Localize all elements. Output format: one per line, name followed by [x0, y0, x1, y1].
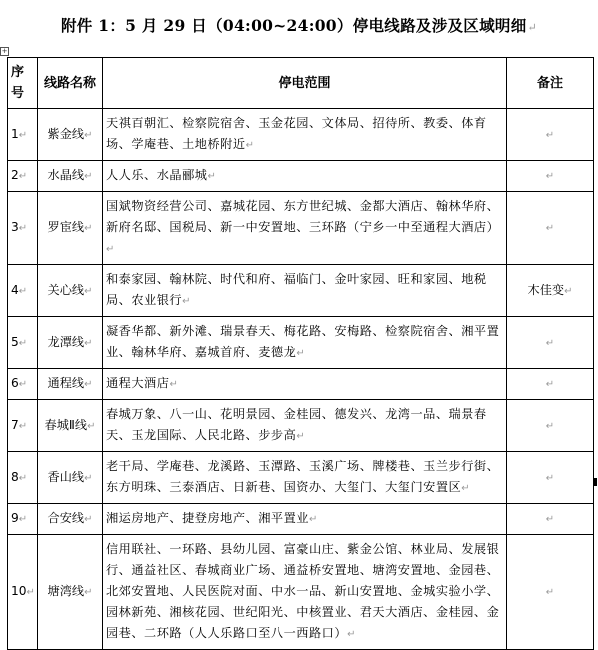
- row-number-text: 9: [11, 511, 19, 525]
- outage-range: [103, 161, 507, 192]
- row-number-text: 5: [11, 334, 19, 349]
- paragraph-mark: ↵: [296, 431, 306, 442]
- note: [507, 452, 594, 504]
- outage-range: [103, 192, 507, 265]
- line-name-text: 龙潭线: [47, 334, 85, 349]
- row-number-text: 8: [11, 469, 19, 484]
- table-move-handle-icon[interactable]: +: [1, 47, 8, 55]
- note: [507, 265, 594, 317]
- row-number-text: 6: [11, 376, 19, 390]
- paragraph-mark: ↵: [207, 171, 217, 182]
- note: [507, 504, 594, 535]
- line-name: [38, 192, 103, 265]
- outage-range: [103, 369, 507, 400]
- paragraph-mark: ↵: [87, 420, 96, 432]
- line-name-text: 通程线: [47, 376, 85, 390]
- row-number: [8, 192, 38, 265]
- paragraph-mark: ↵: [18, 171, 28, 182]
- row-number: [8, 535, 38, 650]
- paragraph-mark: ↵: [545, 472, 555, 484]
- outage-range-text: 和泰家园、翰林院、时代和府、福临门、金叶家园、旺和家园、地税局、农业银行: [106, 272, 487, 307]
- paragraph-mark: ↵: [309, 514, 318, 525]
- paragraph-mark: ↵: [169, 379, 179, 390]
- paragraph-mark: ↵: [26, 587, 35, 598]
- table-row: [8, 192, 594, 265]
- paragraph-mark: ↵: [347, 629, 356, 640]
- table-header-row: [8, 58, 594, 109]
- paragraph-mark: ↵: [545, 420, 555, 432]
- note: [507, 109, 594, 161]
- outage-range-text: 通程大酒店: [106, 376, 170, 390]
- paragraph-mark: ↵: [545, 587, 555, 598]
- table-row: [8, 452, 594, 504]
- table-row: [8, 535, 594, 650]
- table-row: [8, 504, 594, 535]
- outage-range-text: 信用联社、一环路、县幼儿园、富豪山庄、紫金公馆、林业局、发展银行、通益社区、春城商业广场、通益桥安置地、塘湾安置地、金园巷、北郊安置地、人民医院对面、中水一品、新山安置地、金城实验小学、园林新苑、湘核花园、世纪阳光、中核置业、君天大酒店、金桂园、金园巷、二环路（人人乐路口至八一西路口）: [106, 542, 500, 640]
- outage-range: [103, 317, 507, 369]
- row-number-text: 4: [11, 282, 19, 297]
- paragraph-mark: ↵: [84, 379, 93, 390]
- line-name: [38, 109, 103, 161]
- paragraph-mark: ↵: [545, 171, 555, 182]
- paragraph-mark: ↵: [106, 244, 115, 255]
- row-number: [8, 317, 38, 369]
- table-row: [8, 109, 594, 161]
- paragraph-mark: ↵: [545, 379, 555, 390]
- line-name-text: 塘湾线: [47, 584, 85, 598]
- paragraph-mark: ↵: [545, 129, 555, 141]
- paragraph-mark: ↵: [84, 171, 93, 182]
- paragraph-mark: ↵: [18, 223, 28, 234]
- paragraph-mark: ↵: [84, 587, 93, 598]
- paragraph-mark: ↵: [84, 285, 93, 297]
- line-name: [38, 369, 103, 400]
- row-number-text: 3: [11, 220, 19, 234]
- header-note: 备注: [507, 58, 594, 109]
- line-name-text: 关心线: [47, 282, 85, 297]
- margin-marker: [594, 478, 597, 486]
- paragraph-mark: ↵: [18, 129, 28, 141]
- outage-range-text: 国斌物资经营公司、嘉城花园、东方世纪城、金都大酒店、翰林华府、新府名邸、国税局、新一中安置地、三环路（宁乡一中至通程大酒店）: [106, 199, 500, 234]
- paragraph-mark: ↵: [18, 379, 28, 390]
- line-name: [38, 161, 103, 192]
- outage-range: [103, 452, 507, 504]
- line-name: [38, 400, 103, 452]
- paragraph-mark: ↵: [18, 420, 28, 432]
- outage-range: [103, 400, 507, 452]
- row-number: [8, 452, 38, 504]
- paragraph-mark: ↵: [545, 223, 555, 234]
- line-name: [38, 317, 103, 369]
- document-title: 附件 1：5 月 29 日（04:00~24:00）停电线路及涉及区域明细↵: [60, 16, 538, 35]
- line-name: [38, 452, 103, 504]
- outage-table: [7, 57, 594, 650]
- paragraph-mark: ↵: [84, 223, 93, 234]
- line-name-text: 合安线: [47, 511, 85, 525]
- paragraph-mark: ↵: [18, 472, 28, 484]
- row-number-text: 1: [11, 126, 19, 141]
- table-row: [8, 400, 594, 452]
- paragraph-mark: ↵: [18, 337, 28, 349]
- line-name: [38, 504, 103, 535]
- paragraph-mark: ↵: [18, 514, 28, 525]
- outage-range-text: 凝香华都、新外滩、瑞景春天、梅花路、安梅路、检察院宿舍、湘平置业、翰林华府、嘉城首府、麦德龙: [106, 324, 500, 359]
- line-name-text: 罗宦线: [47, 220, 85, 234]
- outage-range-text: 老干局、学庵巷、龙溪路、玉潭路、玉溪广场、牌楼巷、玉兰步行街、东方明珠、三泰酒店、日新巷、国资办、大玺门、大玺门安置区: [106, 459, 500, 494]
- outage-range-text: 人人乐、水晶郦城: [106, 168, 208, 182]
- note: [507, 317, 594, 369]
- row-number: [8, 265, 38, 317]
- note: [507, 192, 594, 265]
- header-range: 停电范围: [103, 58, 507, 109]
- paragraph-mark: ↵: [296, 348, 306, 359]
- header-no: 序号: [8, 58, 38, 109]
- outage-range-text: 春城万象、八一山、花明景园、金桂园、德发兴、龙湾一品、瑞景春天、玉龙国际、人民北路、步步高: [106, 407, 487, 442]
- paragraph-mark: ↵: [245, 140, 255, 151]
- line-name: [38, 265, 103, 317]
- row-number: [8, 109, 38, 161]
- row-number: [8, 504, 38, 535]
- line-name: [38, 535, 103, 650]
- note-text: 木佳变: [527, 282, 565, 297]
- table-body: [8, 109, 594, 650]
- note: [507, 161, 594, 192]
- table-row: [8, 369, 594, 400]
- paragraph-mark: ↵: [461, 483, 471, 494]
- line-name-text: 水晶线: [47, 168, 85, 182]
- outage-range-text: 湘运房地产、捷登房地产、湘平置业: [106, 511, 309, 525]
- header-line-name: 线路名称: [38, 58, 103, 109]
- paragraph-mark: ↵: [84, 337, 93, 349]
- paragraph-mark: ↵: [545, 514, 555, 525]
- paragraph-mark: ↵: [84, 514, 93, 525]
- note: [507, 369, 594, 400]
- paragraph-mark: ↵: [527, 21, 538, 34]
- paragraph-mark: ↵: [564, 285, 573, 297]
- outage-range-text: 天祺百朝汇、检察院宿舍、玉金花园、文体局、招待所、教委、体育场、学庵巷、土地桥附近: [106, 116, 487, 151]
- table-row: [8, 265, 594, 317]
- paragraph-mark: ↵: [84, 472, 93, 484]
- paragraph-mark: ↵: [84, 129, 93, 141]
- note: [507, 535, 594, 650]
- outage-range: [103, 504, 507, 535]
- note: [507, 400, 594, 452]
- paragraph-mark: ↵: [545, 337, 555, 349]
- row-number: [8, 400, 38, 452]
- outage-range: [103, 109, 507, 161]
- row-number-text: 7: [11, 417, 19, 432]
- outage-range: [103, 535, 507, 650]
- row-number: [8, 161, 38, 192]
- paragraph-mark: ↵: [182, 296, 192, 307]
- paragraph-mark: ↵: [18, 285, 28, 297]
- table-row: [8, 317, 594, 369]
- row-number-text: 2: [11, 168, 19, 182]
- line-name-text: 紫金线: [47, 126, 85, 141]
- row-number: [8, 369, 38, 400]
- outage-range: [103, 265, 507, 317]
- table-row: [8, 161, 594, 192]
- row-number-text: 10: [11, 584, 27, 598]
- line-name-text: 香山线: [47, 469, 85, 484]
- line-name-text: 春城Ⅱ线: [44, 417, 88, 432]
